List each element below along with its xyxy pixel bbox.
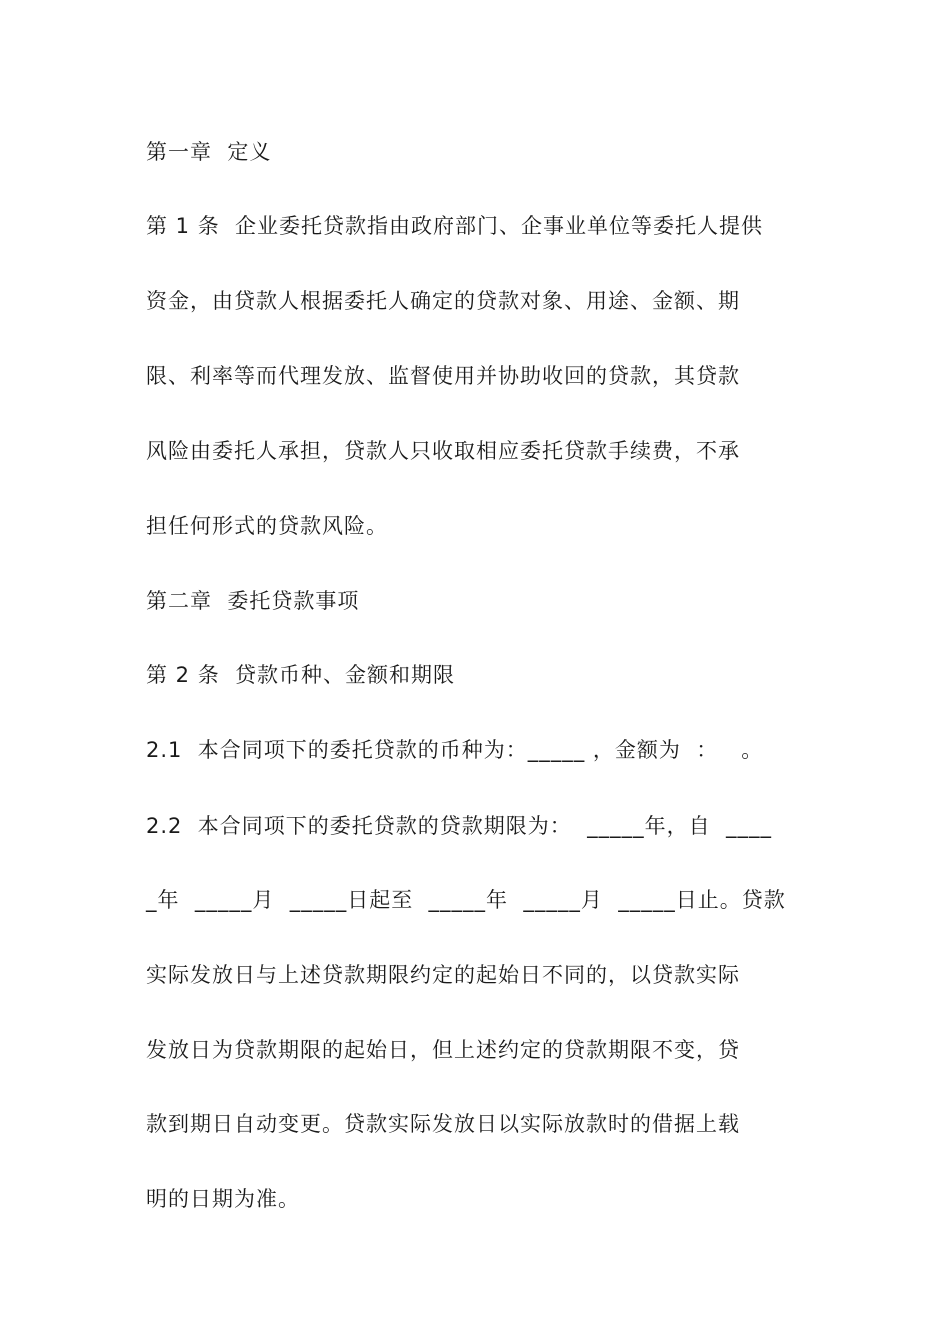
clause-2-2-line-5: 款到期日自动变更。贷款实际发放日以实际放款时的借据上载 <box>146 1112 740 1136</box>
clause-2-2-line-6: 明的日期为准。 <box>146 1187 300 1211</box>
clause-2-2-line-2: _年 _____月 _____日起至 _____年 _____月 _____日止。贷款 <box>146 888 786 912</box>
article-1-line-3: 限、利率等而代理发放、监督使用并协助收回的贷款，其贷款 <box>146 364 740 388</box>
article-1-line-4: 风险由委托人承担，贷款人只收取相应委托贷款手续费，不承 <box>146 439 740 463</box>
clause-2-1: 2.1 本合同项下的委托贷款的币种为：_____ ，金额为 ： 。 <box>146 738 764 762</box>
article-2-heading: 第 2 条 贷款币种、金额和期限 <box>146 663 456 687</box>
clause-2-2-line-1: 2.2 本合同项下的委托贷款的贷款期限为： _____年，自 ____ <box>146 814 772 838</box>
chapter-1-heading: 第一章 定义 <box>146 140 272 164</box>
article-1-line-5: 担任何形式的贷款风险。 <box>146 514 388 538</box>
article-1-line-2: 资金，由贷款人根据委托人确定的贷款对象、用途、金额、期 <box>146 289 740 313</box>
clause-2-2-line-3: 实际发放日与上述贷款期限约定的起始日不同的，以贷款实际 <box>146 963 740 987</box>
chapter-2-heading: 第二章 委托贷款事项 <box>146 589 360 613</box>
article-1-line-1: 第 1 条 企业委托贷款指由政府部门、企事业单位等委托人提供 <box>146 214 764 238</box>
clause-2-2-line-4: 发放日为贷款期限的起始日，但上述约定的贷款期限不变，贷 <box>146 1038 740 1062</box>
